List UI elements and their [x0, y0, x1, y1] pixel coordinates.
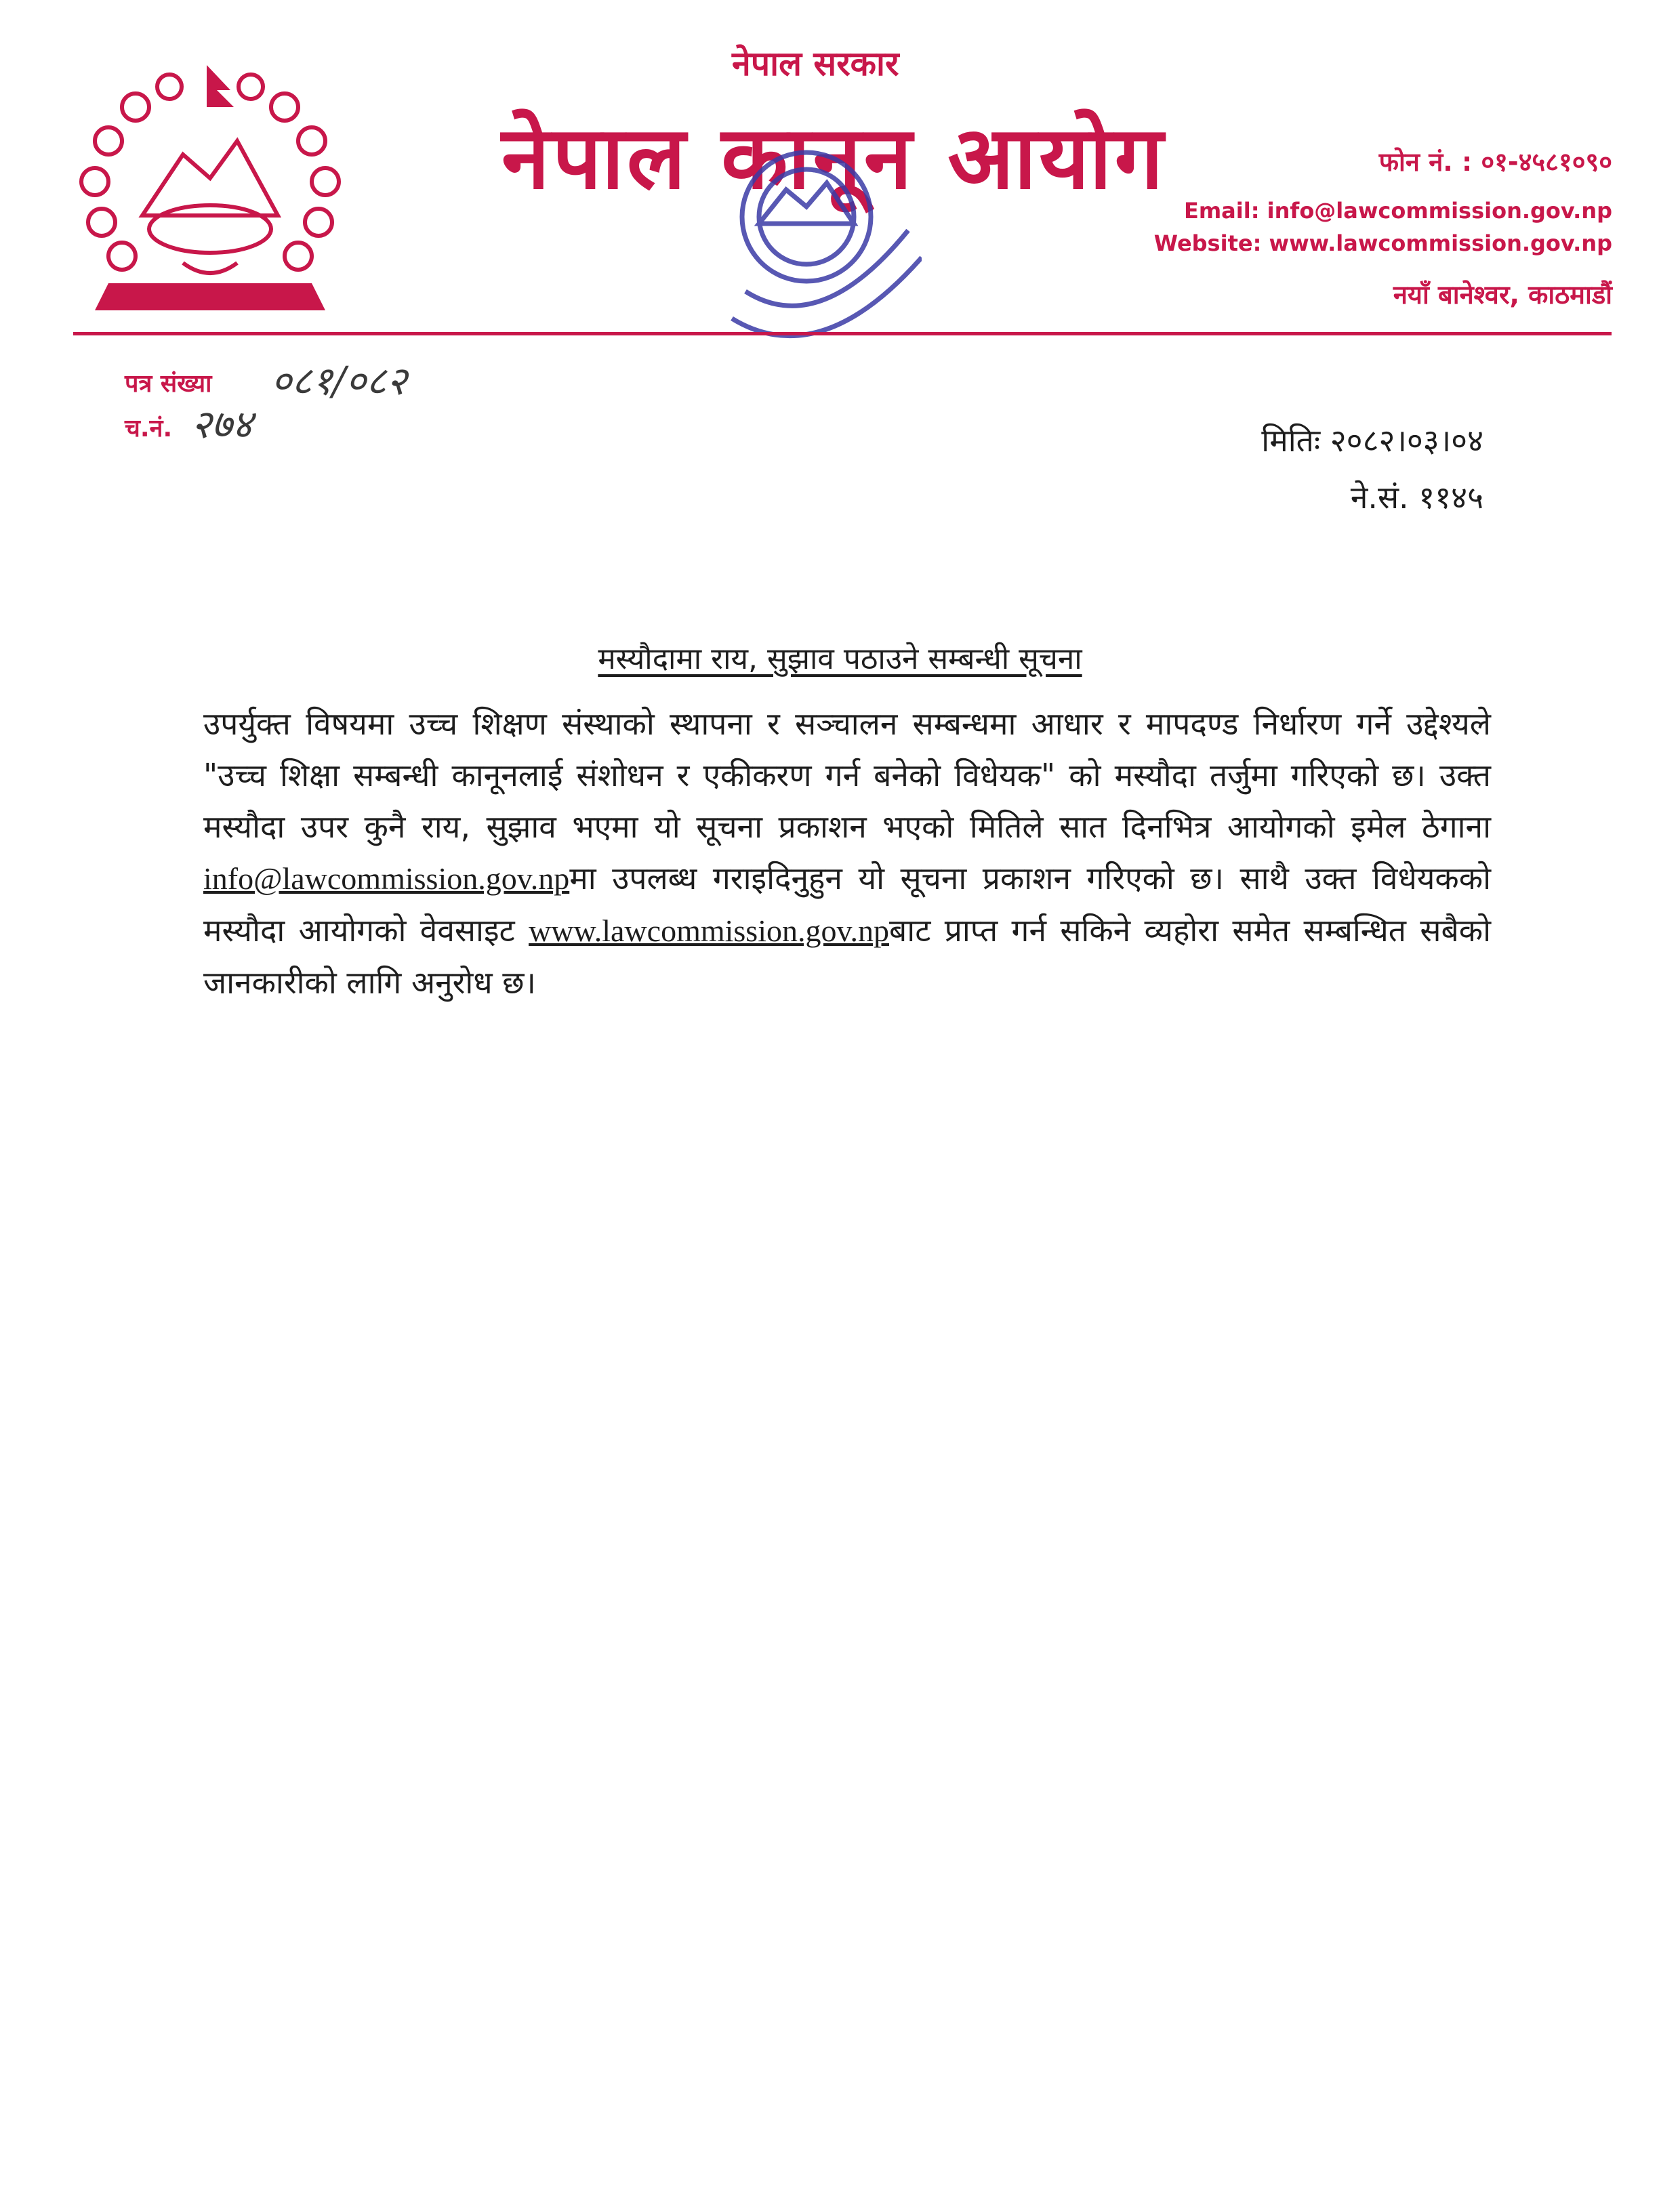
- office-address: नयाँ बानेश्वर, काठमाडौं: [1393, 280, 1612, 310]
- website-contact: Website: www.lawcommission.gov.np: [1153, 230, 1612, 256]
- subject-text: मस्यौदामा राय, सुझाव पठाउने सम्बन्धी सूचना: [598, 642, 1082, 676]
- nepal-emblem-icon: [68, 60, 352, 324]
- letter-number-value: ०८१/०८२: [271, 358, 407, 404]
- letter-number-label: पत्र संख्या: [125, 370, 212, 398]
- nepal-sambat-date: ने.सं. ११४५: [1350, 479, 1483, 516]
- dispatch-number-label: च.नं.: [125, 415, 173, 442]
- government-label: नेपाल सरकार: [732, 44, 899, 83]
- body-text-part2: मा उपलब्ध गराइदिनुहुन यो सूचना प्रकाशन गरिएको छ। साथै उक्त विधेयकको मस्यौदा आयोगको वेवसाइट: [203, 860, 1491, 949]
- dispatch-number-value: २७४: [191, 401, 253, 447]
- phone-number: फोन नं. : ०१-४५८१०९०: [1378, 147, 1612, 177]
- organization-title: नेपाल कानून आयोग: [501, 108, 1166, 209]
- website-link[interactable]: www.lawcommission.gov.np: [529, 913, 890, 948]
- email-contact: Email: info@lawcommission.gov.np: [1183, 198, 1612, 224]
- body-text-part1: उपर्युक्त विषयमा उच्च शिक्षण संस्थाको स्थापना र सञ्चालन सम्बन्धमा आधार र मापदण्ड निर्धारण गर्ने उद्देश्यले "उच्च शिक्षा सम्बन्धी कानूनलाई संशोधन र एकीकरण गर्न बनेको विधेयक" को मस्यौदा तर्जुमा गरिएको छ। उक्त मस्यौदा उपर कुनै राय, सुझाव भएमा यो सूचना प्रकाशन भएको मितिले सात दिनभित्र आयोगको इमेल ठेगाना: [203, 705, 1491, 845]
- email-link[interactable]: info@lawcommission.gov.np: [203, 861, 570, 896]
- official-seal-icon: [705, 129, 922, 373]
- body-text-part3: बाट प्राप्त गर्न सकिने व्यहोरा समेत सम्बन्धित सबैको जानकारीको लागि अनुरोध छ।: [203, 912, 1491, 1001]
- notice-body: [203, 698, 1491, 1008]
- notice-subject: [0, 637, 1680, 678]
- header-divider: [73, 332, 1612, 335]
- letter-date: मितिः २०८२।०३।०४: [1261, 422, 1483, 459]
